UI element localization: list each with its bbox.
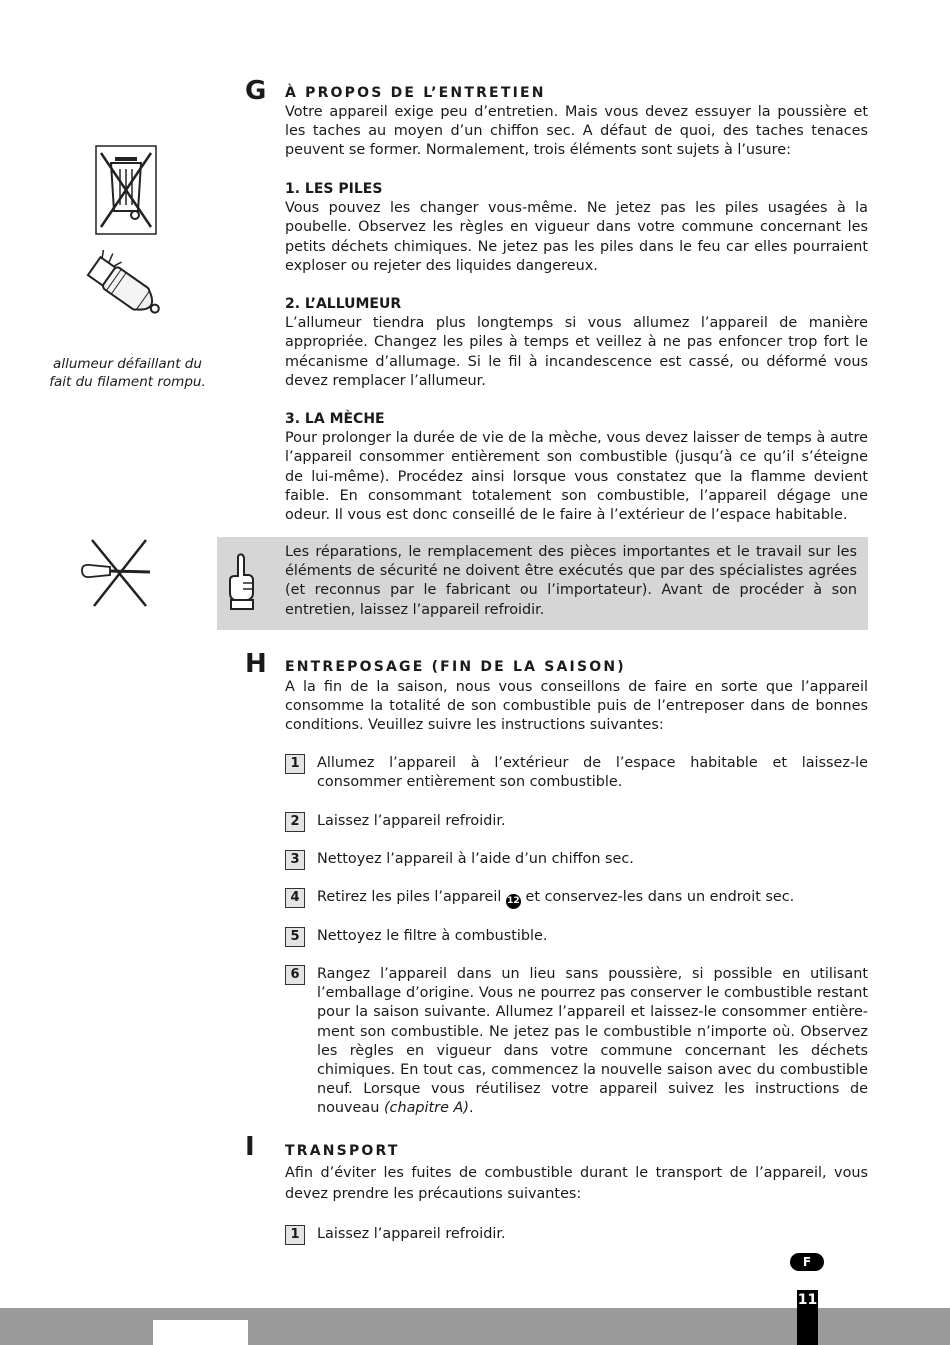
- batteries-block: [285, 180, 868, 276]
- no-screwdriver-icon: [80, 536, 160, 608]
- weee-bin-icon: [95, 145, 157, 235]
- igniter-block: [285, 295, 868, 391]
- chapter-reference: (chapitre A): [383, 1100, 469, 1117]
- section-letter-i: I: [245, 1132, 255, 1162]
- batteries-text: Vous pouvez les changer vous-même. Ne jetez pas les piles usagées à la poubelle. Observez les règles en vigueur dans votre commune concernant les petits déchets chimiques. Ne jetez pas les piles dans le feu car elles pourraient exploser ou rejeter des liquides dangereux.: [285, 200, 868, 274]
- language-badge: F: [790, 1253, 824, 1271]
- step-number: 4: [285, 888, 305, 908]
- section-title-storage: ENTREPOSAGE (FIN DE LA SAISON): [285, 659, 626, 675]
- wick-block: [285, 410, 868, 525]
- step-text: Laissez l’appareil refroidir.: [317, 1226, 506, 1242]
- step-text-end: .: [468, 1100, 474, 1117]
- igniter-caption: [40, 355, 215, 391]
- step-number: 3: [285, 850, 305, 870]
- step-text-before: Retirez les piles l’appareil: [317, 889, 502, 905]
- step-text: Laissez l’appareil refroidir.: [317, 813, 506, 829]
- step-number: 6: [285, 965, 305, 985]
- pointing-hand-icon: [223, 553, 261, 613]
- step-text: Nettoyez l’appareil à l’aide d’un chiffon sec.: [317, 851, 634, 867]
- step-number: 1: [285, 1225, 305, 1245]
- step-text-after: et conservez-les dans un endroit sec.: [525, 889, 795, 905]
- step-number: 2: [285, 812, 305, 832]
- igniter-icon: [75, 250, 185, 330]
- step-number: 1: [285, 754, 305, 774]
- storage-step-3: [285, 850, 868, 870]
- storage-step-1: [285, 754, 868, 794]
- warning-note: [217, 537, 868, 630]
- igniter-text: L’allumeur tiendra plus longtemps si vous allumez l’appareil de manière appropriée. Changez les piles à temps et veillez à ne pas enfoncer trop fort le mécanisme d’allumage. Si le fil à incandescence est cassé, ou déformé vous devez remplacer l’allumeur.: [285, 315, 868, 389]
- storage-step-2: [285, 812, 868, 832]
- transport-intro: [285, 1163, 868, 1204]
- section-title-maintenance: À PROPOS DE L’ENTRETIEN: [285, 85, 546, 101]
- storage-intro-text: A la fin de la saison, nous vous conseillons de faire en sorte que l’appareil consomme la totalité de son combustible puis de l’entreposer dans de bonnes conditions. Veuillez suivre les instructions suivantes:: [285, 679, 868, 734]
- footer-white-block: [153, 1320, 248, 1345]
- maintenance-intro: [285, 103, 868, 161]
- batteries-title: 1. LES PILES: [285, 181, 383, 197]
- storage-step-6: [285, 965, 868, 1117]
- maintenance-intro-text: Votre appareil exige peu d’entretien. Mais vous devez essuyer la poussière et les taches au moyen d’un chiffon sec. A défaut de quoi, des taches tenaces peuvent se former. Normalement, trois éléments sont sujets à l’usure:: [285, 104, 868, 159]
- transport-step-1: [285, 1225, 868, 1245]
- page-number: 11: [797, 1290, 818, 1345]
- warning-text: Les réparations, le remplacement des pièces importantes et le travail sur les éléments de sécurité ne doivent être exécutés que par des spécialistes agrées (et reconnus par le fabricant ou l’importateur). Avant de procéder à son entretien, laissez l’appareil refroidir.: [285, 544, 857, 618]
- wick-title: 3. LA MÈCHE: [285, 411, 385, 427]
- igniter-title: 2. L’ALLUMEUR: [285, 296, 402, 312]
- step-text: Nettoyez le filtre à combustible.: [317, 928, 548, 944]
- step-text: [317, 965, 868, 1119]
- igniter-caption-line1: allumeur défaillant du: [53, 356, 202, 372]
- section-title-transport: TRANSPORT: [285, 1143, 400, 1159]
- storage-step-4: [285, 888, 868, 908]
- section-letter-h: H: [245, 649, 267, 679]
- wick-text: Pour prolonger la durée de vie de la mèche, vous devez laisser de temps à autre l’appareil consommer entièrement son combustible (jusqu’à ce qu’il s’éteigne de lui-même). Procédez ainsi lorsque vous constatez que la flamme devient faible. En consommant totalement son combustible, l’appareil dégage une odeur. Il vous est donc conseillé de le faire à l’extérieur de l’espace habitable.: [285, 430, 868, 524]
- storage-step-5: [285, 927, 868, 947]
- step-number: 5: [285, 927, 305, 947]
- step-text: Allumez l’appareil à l’extérieur de l’espace habitable et laissez-le consommer entièrement son combustible.: [317, 755, 868, 791]
- igniter-caption-line2: fait du filament rompu.: [49, 374, 206, 390]
- section-letter-g: G: [245, 76, 267, 106]
- storage-intro: [285, 678, 868, 736]
- reference-number-badge: 12: [506, 894, 521, 909]
- transport-intro-text: Afin d’éviter les fuites de combustible durant le transport de l’appareil, vous devez prendre les précautions suivantes:: [285, 1165, 868, 1202]
- step-text-main: Rangez l’appareil dans un lieu sans poussière, si possible en utilisant l’emballage d’origine. Vous ne pourrez pas conserver le combustible restant pour la saison suivante. Allumez l’appareil et laissez-le consommer entière-ment son combustible. Ne jetez pas le combustible n’importe où. Observez les règles en vigueur dans votre commune concernant les déchets chimiques. En tout cas, commencez la nouvelle saison avec du combustible neuf. Lorsque vous réutilisez votre appareil suivez les instructions de nouveau: [317, 966, 868, 1117]
- step-text: [317, 888, 868, 909]
